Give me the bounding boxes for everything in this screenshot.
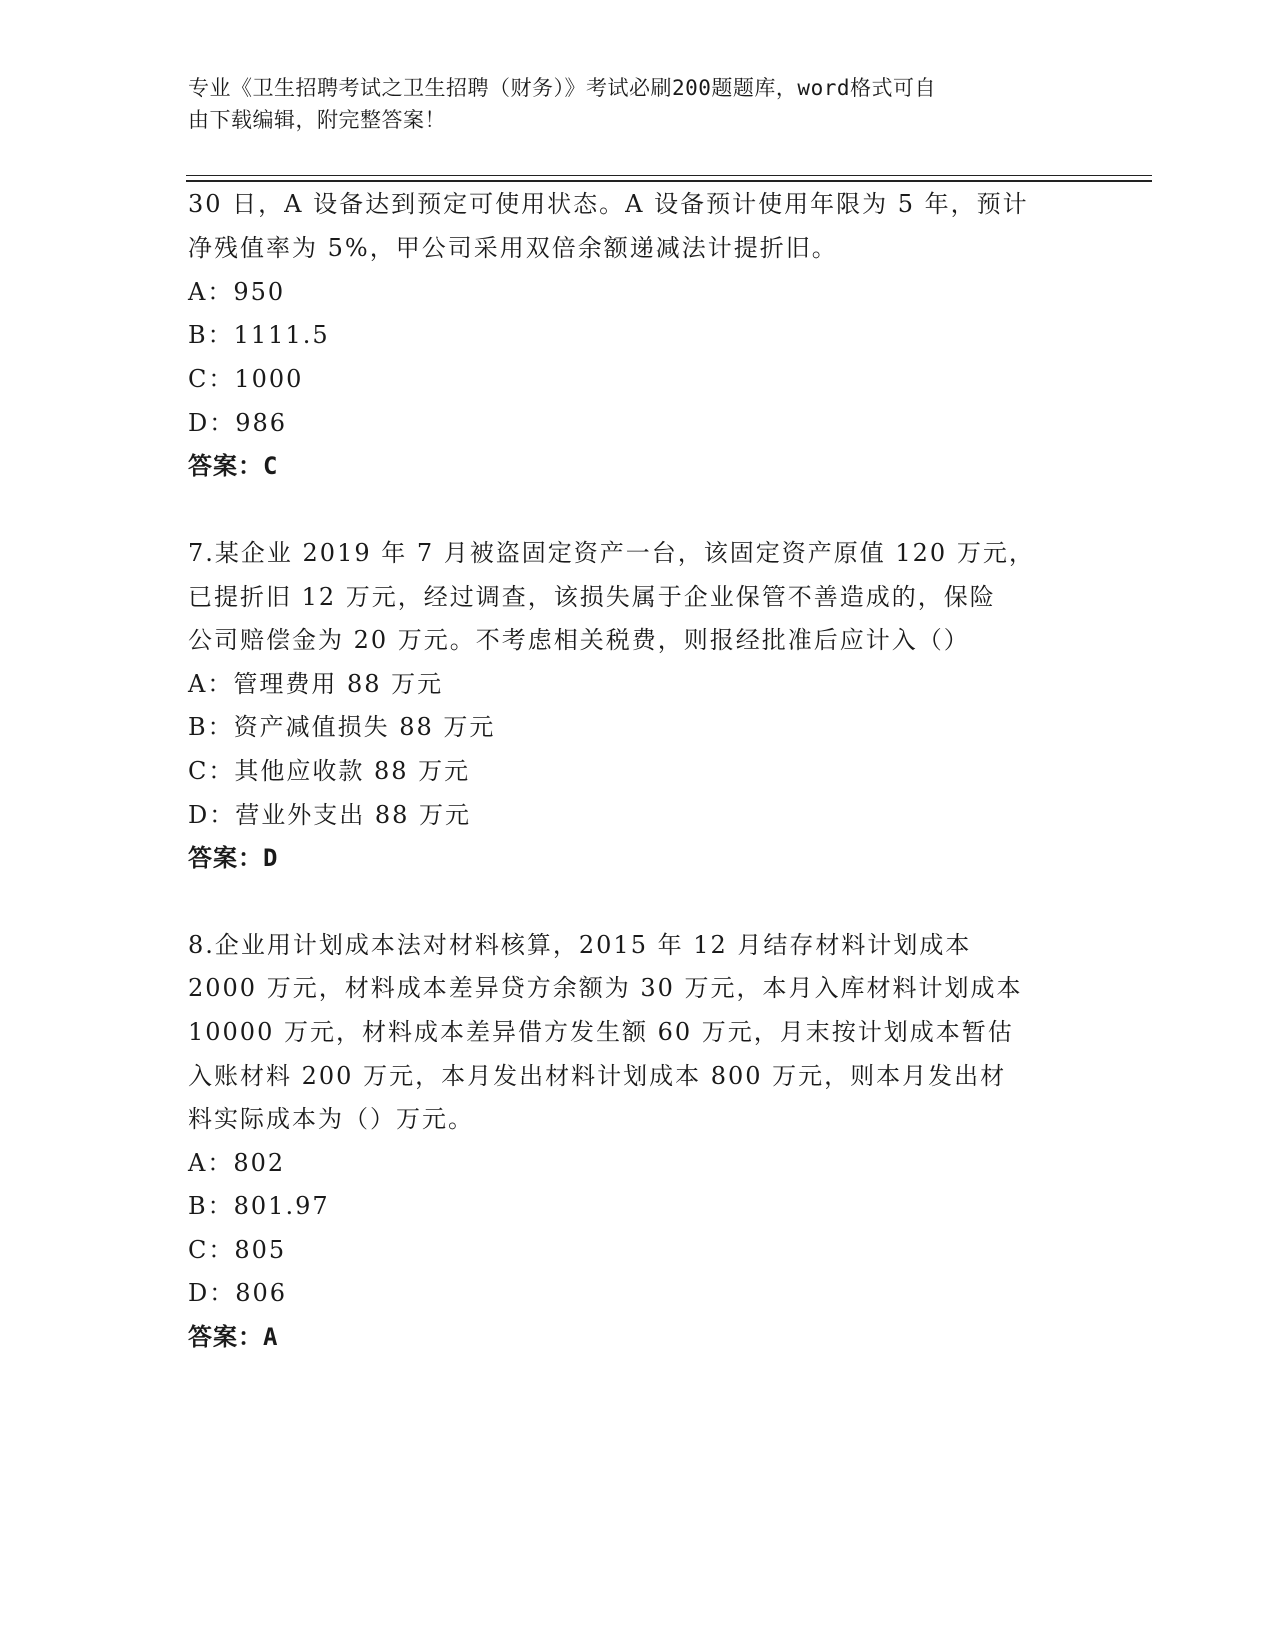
option-d: D：营业外支出 88 万元: [188, 801, 472, 829]
option-c: C：1000: [188, 365, 304, 393]
header-divider-thin: [186, 175, 1152, 176]
option-a: A：802: [188, 1149, 286, 1177]
question-stem-line: 10000 万元，材料成本差异借方发生额 60 万元，月末按计划成本暂估: [188, 1018, 1014, 1046]
option-c: C：805: [188, 1236, 287, 1264]
header-title-line-2: 由下载编辑，附完整答案！: [188, 108, 446, 132]
question-stem-line: 公司赔偿金为 20 万元。不考虑相关税费，则报经批准后应计入（）: [188, 626, 970, 654]
answer-label: 答案：A: [188, 1323, 279, 1351]
header-divider-thick: [186, 180, 1152, 182]
question-stem-line: 料实际成本为（）万元。: [188, 1105, 474, 1133]
question-stem-line: 2000 万元，材料成本差异贷方余额为 30 万元，本月入库材料计划成本: [188, 974, 1023, 1002]
option-d: D：806: [188, 1279, 288, 1307]
question-stem-line: 8.企业用计划成本法对材料核算，2015 年 12 月结存材料计划成本: [188, 931, 972, 959]
answer-label: 答案：D: [188, 844, 279, 872]
question-stem-line: 30 日，A 设备达到预定可使用状态。A 设备预计使用年限为 5 年，预计: [188, 190, 1029, 218]
question-stem-line: 7.某企业 2019 年 7 月被盗固定资产一台，该固定资产原值 120 万元，: [188, 539, 1035, 567]
option-b: B：801.97: [188, 1192, 330, 1220]
option-b: B：资产减值损失 88 万元: [188, 713, 496, 741]
question-stem-line: 已提折旧 12 万元，经过调查，该损失属于企业保管不善造成的，保险: [188, 583, 996, 611]
question-stem-line: 入账材料 200 万元，本月发出材料计划成本 800 万元，则本月发出材: [188, 1062, 1007, 1090]
header-title-line-1: 专业《卫生招聘考试之卫生招聘（财务）》考试必刷200题题库，word格式可自: [188, 76, 936, 100]
question-stem-line: 净残值率为 5%，甲公司采用双倍余额递减法计提折旧。: [188, 234, 838, 262]
document-header: [188, 72, 1068, 136]
option-c: C：其他应收款 88 万元: [188, 757, 471, 785]
option-d: D：986: [188, 409, 288, 437]
answer-label: 答案：C: [188, 452, 279, 480]
option-a: A：950: [188, 278, 286, 306]
option-a: A：管理费用 88 万元: [188, 670, 444, 698]
option-b: B：1111.5: [188, 321, 330, 349]
